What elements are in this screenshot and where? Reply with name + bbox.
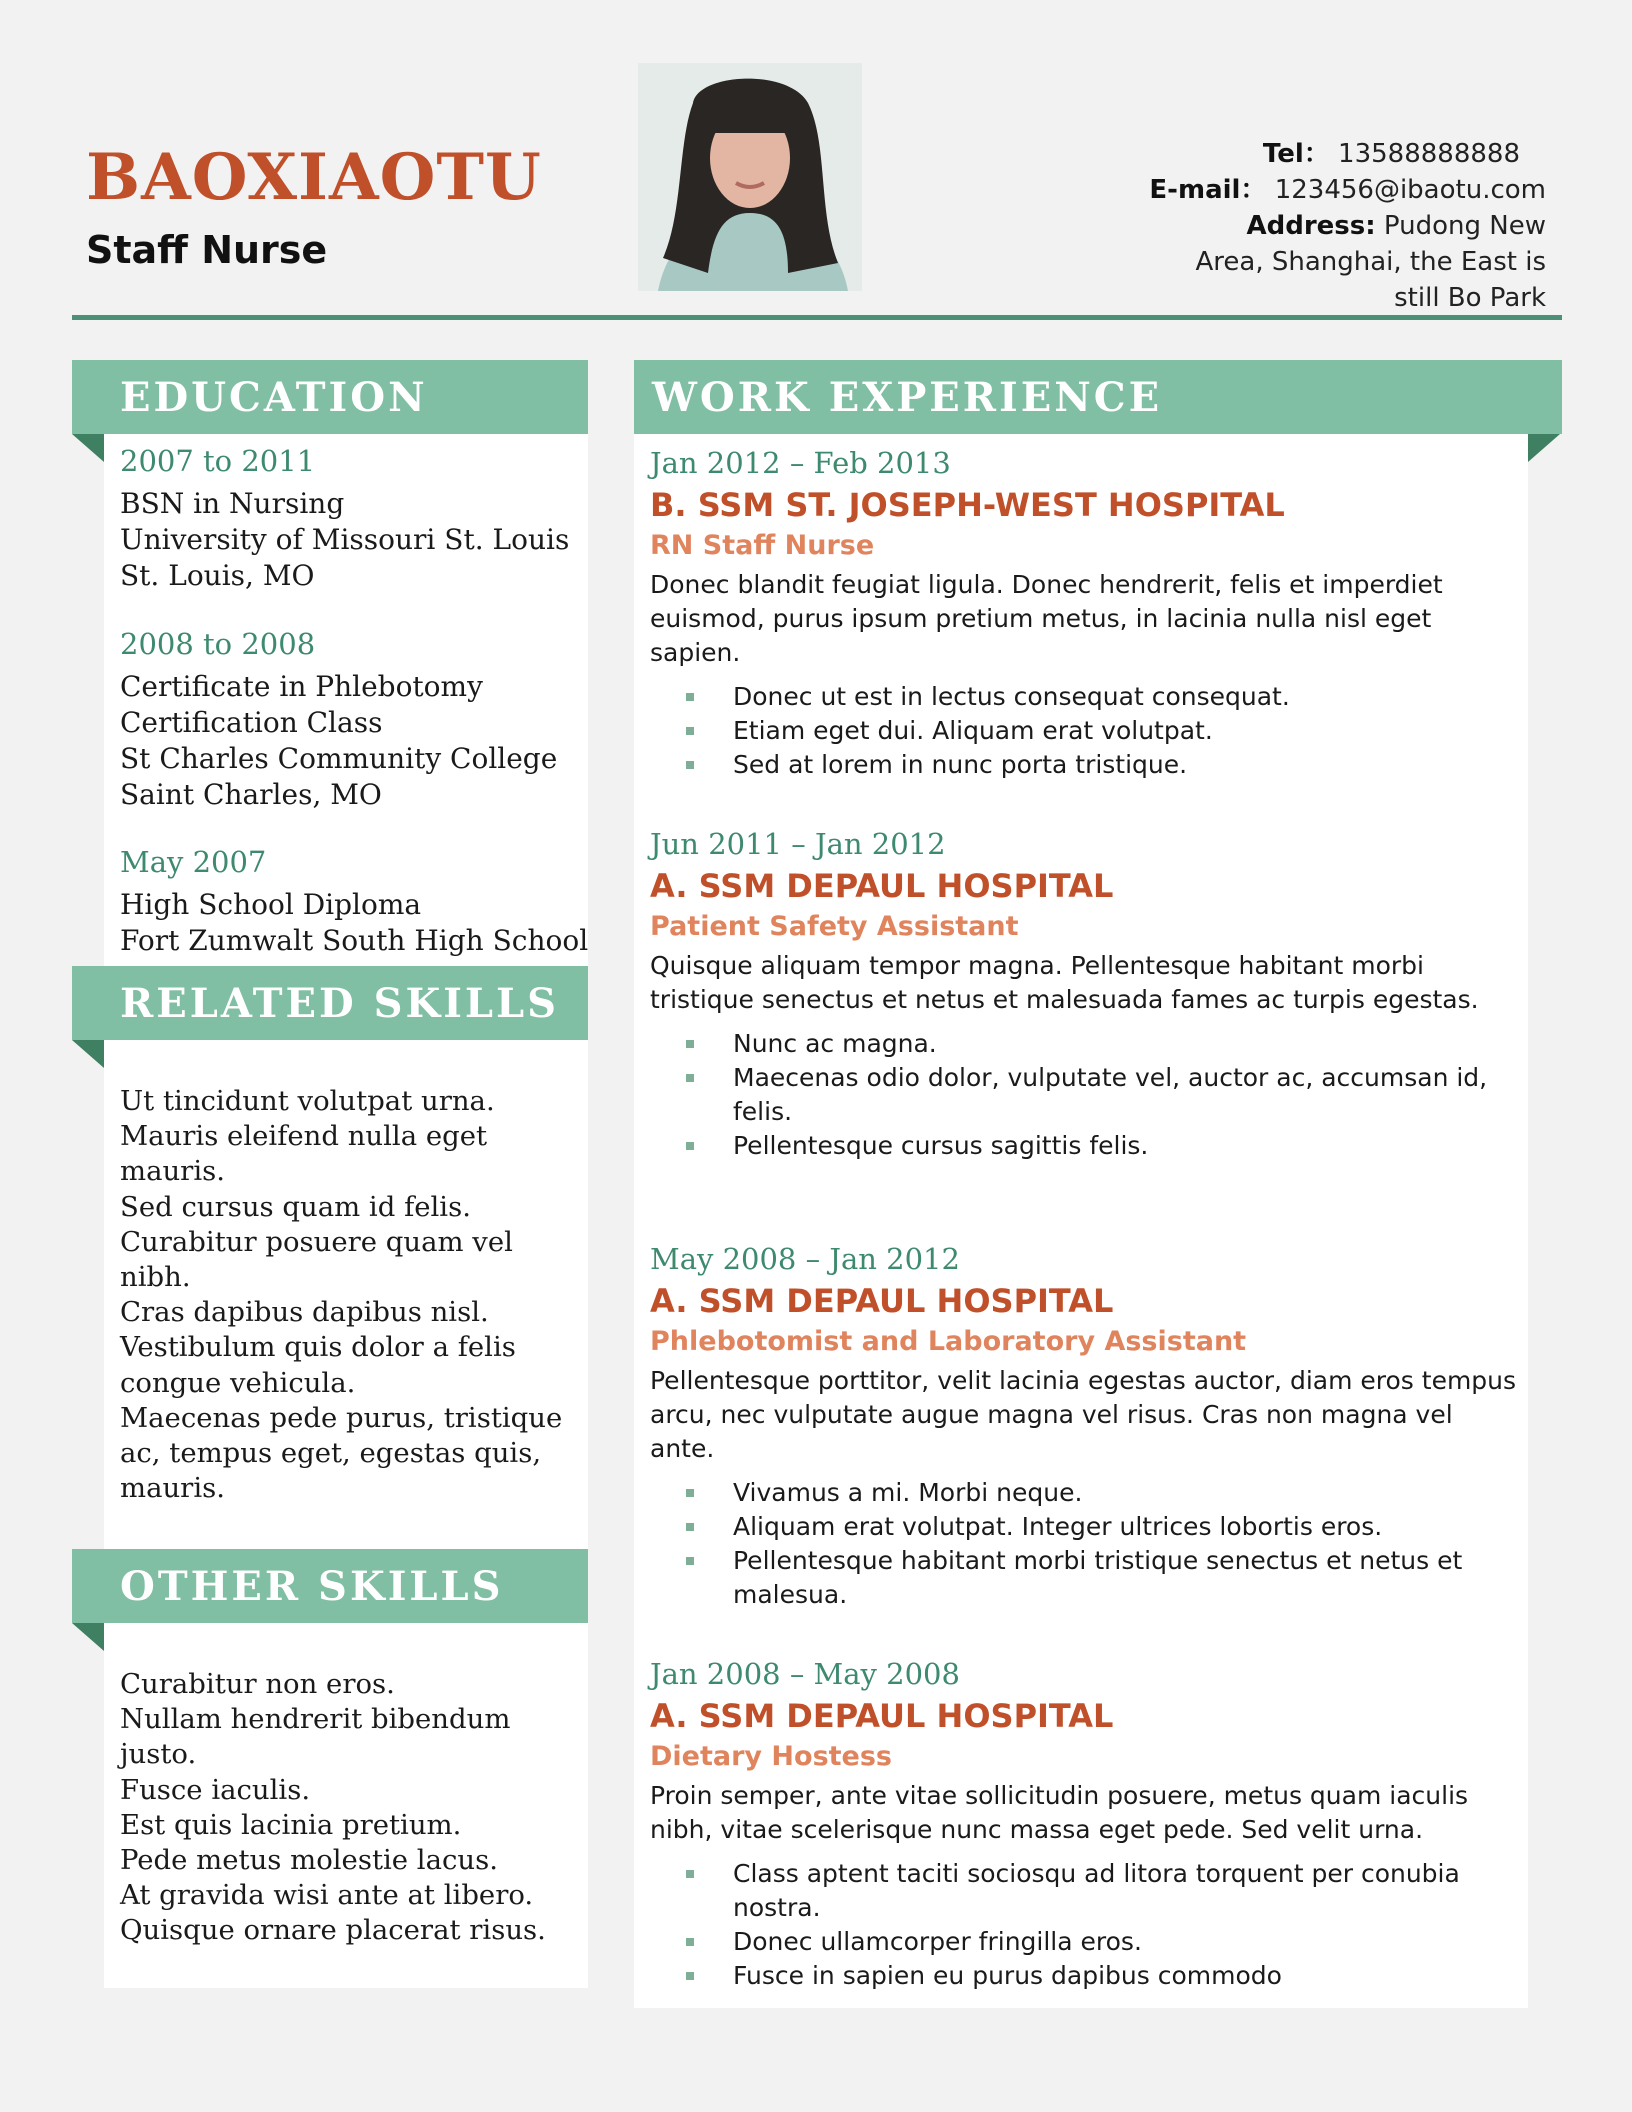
education-line: University of Missouri St. Louis [120,523,570,556]
skill-item: Mauris eleifend nulla eget mauris. [120,1120,488,1188]
skill-item: Est quis lacinia pretium. [120,1808,462,1841]
education-heading: EDUCATION [72,360,588,434]
skill-item: At gravida wisi ante at libero. [120,1879,534,1912]
job-bullet: Nunc ac magna. [650,1027,1520,1061]
job-bullet: Class aptent taciti sociosqu ad litora torquent per conubia nostra. [650,1857,1520,1925]
job-role: RN Staff Nurse [650,530,875,561]
skill-item: Curabitur posuere quam vel nibh. [120,1225,513,1294]
job-bullet: Sed at lorem in nunc porta tristique. [650,748,1520,782]
job-bullet: Maecenas odio dolor, vulputate vel, auctor ac, accumsan id, felis. [650,1061,1520,1129]
job-company: B. SSM ST. JOSEPH-WEST HOSPITAL [650,486,1285,524]
skill-item: Pede metus molestie lacus. [120,1844,498,1877]
skill-item: Maecenas pede purus, tristique ac, tempus eget, egestas quis, mauris. [120,1401,563,1505]
education-line: BSN in Nursing [120,487,345,520]
contact-block [926,136,1546,316]
profile-photo [638,63,862,291]
job-description: Pellentesque porttitor, velit lacinia egestas auctor, diam eros tempus arcu, nec vulputate augue magna vel risus. Cras non magna vel ante. [650,1366,1517,1463]
work-experience-heading: WORK EXPERIENCE [634,360,1562,434]
job-bullet-list [650,1027,1520,1163]
other-skills-heading: OTHER SKILLS [72,1549,588,1623]
education-line: Certificate in Phlebotomy [120,670,483,703]
job-bullet: Aliquam erat volutpat. Integer ultrices lobortis eros. [650,1510,1520,1544]
skill-item: Vestibulum quis dolor a felis congue vehicula. [120,1331,516,1399]
contact-tel [926,136,1546,172]
related-skills-list [120,1084,570,1506]
header-divider [72,315,1562,320]
education-heading-fold [72,434,104,462]
education-line: St Charles Community College [120,742,558,775]
education-line: Certification Class [120,706,383,739]
email-value: 123456@ibaotu.com [1274,175,1546,205]
other-skills-heading-fold [72,1623,104,1651]
portrait-image [638,63,862,291]
skill-item: Cras dapibus dapibus nisl. [120,1296,489,1329]
job-company: A. SSM DEPAUL HOSPITAL [650,1697,1114,1735]
education-line: St. Louis, MO [120,559,315,592]
job-entry [650,1240,1520,1612]
job-description: Quisque aliquam tempor magna. Pellentesque habitant morbi tristique senectus et netus et malesuada fames ac turpis egestas. [650,951,1479,1014]
job-bullet: Etiam eget dui. Aliquam erat volutpat. [650,714,1520,748]
skill-item: Fusce iaculis. [120,1773,311,1806]
contact-email [926,172,1546,208]
education-line: Fort Zumwalt South High School [120,924,589,957]
address-value: Pudong New Area, Shanghai, the East is still Bo Park [1195,211,1546,313]
job-bullet-list [650,680,1520,782]
education-entry [120,669,557,813]
job-entry [650,825,1520,1163]
education-date: 2007 to 2011 [120,444,316,478]
job-role: Dietary Hostess [650,1741,892,1772]
candidate-name: BAOXIAOTU [86,140,542,215]
tel-value: 13588888888 [1338,139,1520,169]
related-skills-heading: RELATED SKILLS [72,966,588,1040]
work-experience-heading-fold [1528,434,1560,462]
job-bullet: Vivamus a mi. Morbi neque. [650,1476,1520,1510]
job-date: Jan 2012 – Feb 2013 [650,446,951,480]
job-role: Phlebotomist and Laboratory Assistant [650,1326,1247,1357]
address-label: Address: [1246,211,1376,241]
skill-item: Sed cursus quam id felis. [120,1190,471,1223]
education-date: 2008 to 2008 [120,627,316,661]
job-date: Jun 2011 – Jan 2012 [650,827,946,861]
job-bullet: Pellentesque habitant morbi tristique senectus et netus et malesua. [650,1544,1520,1612]
skill-item: Ut tincidunt volutpat urna. [120,1085,495,1117]
job-description: Proin semper, ante vitae sollicitudin posuere, metus quam iaculis nibh, vitae scelerisque nunc massa eget pede. Sed velit urna. [650,1781,1469,1844]
job-date: Jan 2008 – May 2008 [650,1657,960,1691]
job-company: A. SSM DEPAUL HOSPITAL [650,1282,1114,1320]
education-date: May 2007 [120,845,267,879]
job-bullet: Donec ut est in lectus consequat consequat. [650,680,1520,714]
skill-item: Quisque ornare placerat risus. [120,1914,546,1947]
job-bullet: Pellentesque cursus sagittis felis. [650,1129,1520,1163]
skill-item: Curabitur non eros. [120,1668,395,1700]
contact-address [926,208,1546,316]
education-entry [120,887,588,959]
job-bullet-list [650,1857,1520,1993]
candidate-title: Staff Nurse [86,228,328,272]
job-role: Patient Safety Assistant [650,911,1019,942]
job-bullet: Donec ullamcorper fringilla eros. [650,1925,1520,1959]
job-bullet-list [650,1476,1520,1612]
job-company: A. SSM DEPAUL HOSPITAL [650,867,1114,905]
email-label: E-mail： [1149,175,1267,205]
job-bullet: Fusce in sapien eu purus dapibus commodo [650,1959,1520,1993]
tel-label: Tel： [1262,139,1330,169]
job-entry [650,1655,1520,1993]
other-skills-list [120,1667,570,1949]
job-description: Donec blandit feugiat ligula. Donec hendrerit, felis et imperdiet euismod, purus ipsum pretium metus, in lacinia nulla nisl eget sapien. [650,570,1443,667]
education-line: High School Diploma [120,888,422,921]
education-entry [120,486,569,594]
education-line: Saint Charles, MO [120,778,382,811]
job-date: May 2008 – Jan 2012 [650,1242,960,1276]
job-entry [650,444,1520,782]
related-skills-heading-fold [72,1040,104,1068]
skill-item: Nullam hendrerit bibendum justo. [120,1703,511,1771]
